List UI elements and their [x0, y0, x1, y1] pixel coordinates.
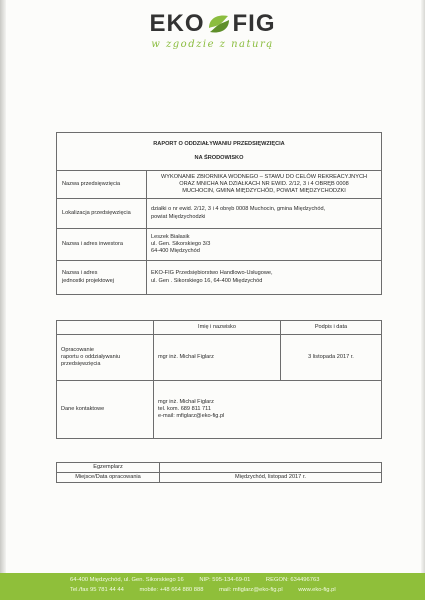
- authors-table: [56, 320, 382, 439]
- logo-text-right: FIG: [232, 10, 276, 37]
- authors-col-sign: Podpis i data: [281, 321, 382, 335]
- design-unit-label: [57, 261, 147, 295]
- footer-phone: Tel./fax 95 781 44 44: [70, 587, 124, 593]
- preparation-label-line: przedsięwzięcia: [61, 361, 101, 368]
- place-date-value: Międzychód, listopad 2017 r.: [160, 473, 382, 483]
- copy-label: Egzemplarz: [57, 463, 160, 473]
- report-title-line1: RAPORT O ODDZIAŁYWANIU PRZEDSIĘWZIĘCIA: [153, 141, 285, 148]
- project-name-line: WYKONANIE ZBIORNIKA WODNEGO – STAWU DO CELÓW REKREACYJNYCH: [160, 173, 368, 180]
- footer-row-1: [70, 576, 333, 585]
- footer-row-2: [70, 586, 350, 595]
- design-unit-line: ul. Gen . Sikorskiego 16, 64-400 Międzychód: [151, 277, 263, 284]
- contact-line: tel. kom. 689 811 711: [158, 405, 211, 412]
- project-name-label: Nazwa przedsięwzięcia: [57, 171, 147, 199]
- page-shadow-right: [421, 0, 425, 600]
- copy-value: [160, 463, 382, 473]
- investor-value: [147, 229, 382, 261]
- preparation-date: 3 listopada 2017 r.: [281, 335, 382, 381]
- authors-col-name: Imię i nazwisko: [154, 321, 281, 335]
- contact-line: mgr inż. Michał Figlarz: [158, 398, 214, 405]
- project-name-line: MUCHOCIN, GMINA MIĘDZYCHÓD, POWIAT MIĘDZYCHODZKI: [182, 188, 346, 195]
- authors-header-blank: [57, 321, 154, 335]
- investor-line: ul. Gen. Sikorskiego 3/3: [151, 240, 211, 247]
- footer-regon: REGON: 634496763: [265, 577, 320, 583]
- project-name-line: ORAZ MNICHA NA DZIAŁKACH NR EWID. 2/12, 3 i 4 OBRĘB 0008: [179, 180, 349, 187]
- contact-value: [154, 381, 382, 439]
- report-title-line2: NA ŚRODOWISKO: [194, 154, 244, 161]
- contact-line: e-mail: mfiglarz@eko-fig.pl: [158, 413, 225, 420]
- footer-website-link[interactable]: www.eko-fig.pl: [298, 587, 336, 593]
- page-shadow-left: [0, 0, 6, 600]
- design-unit-line: EKO-FIG Przedsiębiorstwo Handlowo-Usługowe,: [151, 270, 273, 277]
- copy-table: [56, 462, 382, 483]
- footer-mail: mail: mfiglarz@eko-fig.pl: [219, 587, 283, 593]
- footer-address: 64-400 Międzychód, ul. Gen. Sikorskiego 16: [70, 577, 184, 583]
- preparation-label-line: raportu o oddziaływaniu: [61, 353, 121, 360]
- project-name-value: [147, 171, 382, 199]
- contact-label: Dane kontaktowe: [57, 381, 154, 439]
- design-unit-label-line: Nazwa i adres: [62, 270, 98, 277]
- report-info-table: [56, 132, 382, 295]
- logo-tagline: w zgodzie z naturą: [151, 39, 274, 50]
- investor-line: Leszek Białasik: [151, 233, 190, 240]
- leaf-swirl-icon: [206, 12, 232, 36]
- location-line: działki o nr ewid. 2/12, 3 i 4 obręb 0008 Muchocin, gmina Międzychód,: [151, 206, 326, 213]
- preparation-label-line: Opracowanie: [61, 346, 94, 353]
- design-unit-value: [147, 261, 382, 295]
- investor-label: Nazwa i adres inwestora: [57, 229, 147, 261]
- company-logo: [0, 10, 425, 50]
- location-line: powiat Międzychodzki: [151, 213, 206, 220]
- logo-text-left: EKO: [149, 10, 205, 37]
- footer-nip: NIP: 595-134-69-01: [199, 577, 251, 583]
- preparation-label: [57, 335, 154, 381]
- footer-bar: [0, 573, 425, 600]
- place-date-label: Miejsce/Data opracowania: [57, 473, 160, 483]
- location-label: Lokalizacja przedsięwzięcia: [57, 199, 147, 229]
- design-unit-label-line: jednostki projektowej: [62, 277, 114, 284]
- footer-mobile: mobile: +48 664 880 888: [139, 587, 204, 593]
- investor-line: 64-400 Międzychód: [151, 248, 200, 255]
- preparer-name: mgr inż. Michał Figlarz: [154, 335, 281, 381]
- location-value: [147, 199, 382, 229]
- report-title-cell: [57, 133, 382, 171]
